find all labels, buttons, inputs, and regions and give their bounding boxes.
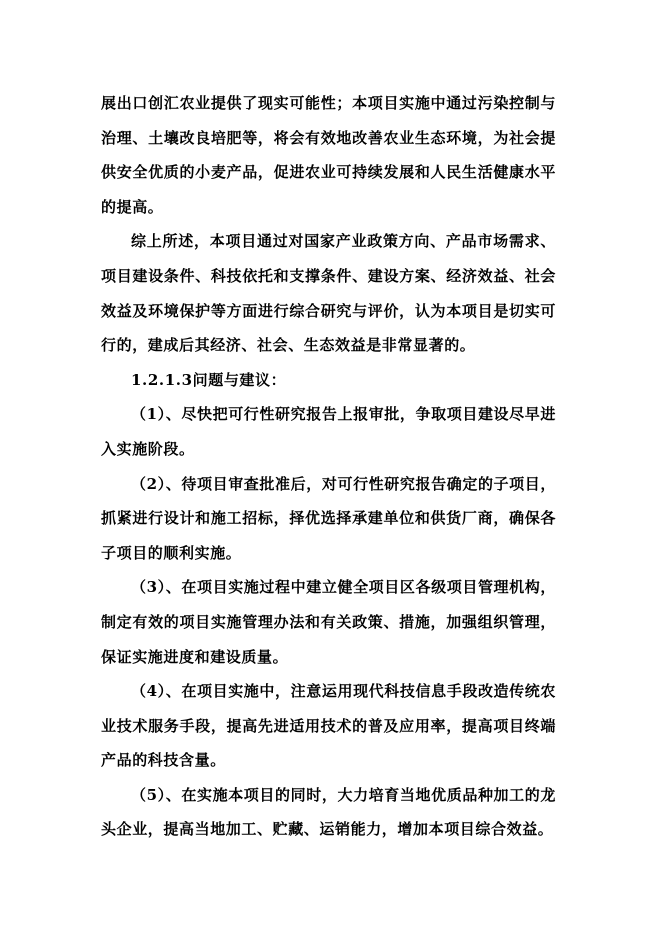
section-heading: 1.2.1.3问题与建议： [131, 370, 287, 389]
recommendation-item-2: （2）、待项目审查批准后，对可行性研究报告确定的子项目，抓紧进行设计和施工招标，择优选择承建单位和供货厂商，确保各子项目的顺利实施。 [101, 474, 556, 562]
recommendation-item-4: （4）、在项目实施中，注意运用现代科技信息手段改造传统农业技术服务手段，提高先进适用技术的普及应用率，提高项目终端产品的科技含量。 [101, 682, 556, 770]
recommendation-item-5: （5）、在实施本项目的同时，大力培育当地优质品种加工的龙头企业，提高当地加工、贮藏、运销能力，增加本项目综合效益。 [101, 785, 556, 839]
paragraph-continuation: 展出口创汇农业提供了现实可能性；本项目实施中通过污染控制与治理、土壤改良培肥等，将会有效地改善农业生态环境，为社会提供安全优质的小麦产品，促进农业可持续发展和人民生活健康水平的提高。 [101, 94, 556, 216]
paragraph-summary: 综上所述，本项目通过对国家产业政策方向、产品市场需求、项目建设条件、科技依托和支撑条件、建设方案、经济效益、社会效益及环境保护等方面进行综合研究与评价，认为本项目是切实可行的，建成后其经济、社会、生态效益是非常显著的。 [101, 232, 556, 355]
document-body [101, 86, 556, 847]
recommendation-item-1: （1）、尽快把可行性研究报告上报审批，争取项目建设尽早进入实施阶段。 [101, 405, 556, 458]
recommendation-item-3: （3）、在项目实施过程中建立健全项目区各级项目管理机构，制定有效的项目实施管理办法和有关政策、措施，加强组织管理，保证实施进度和建设质量。 [101, 578, 556, 666]
